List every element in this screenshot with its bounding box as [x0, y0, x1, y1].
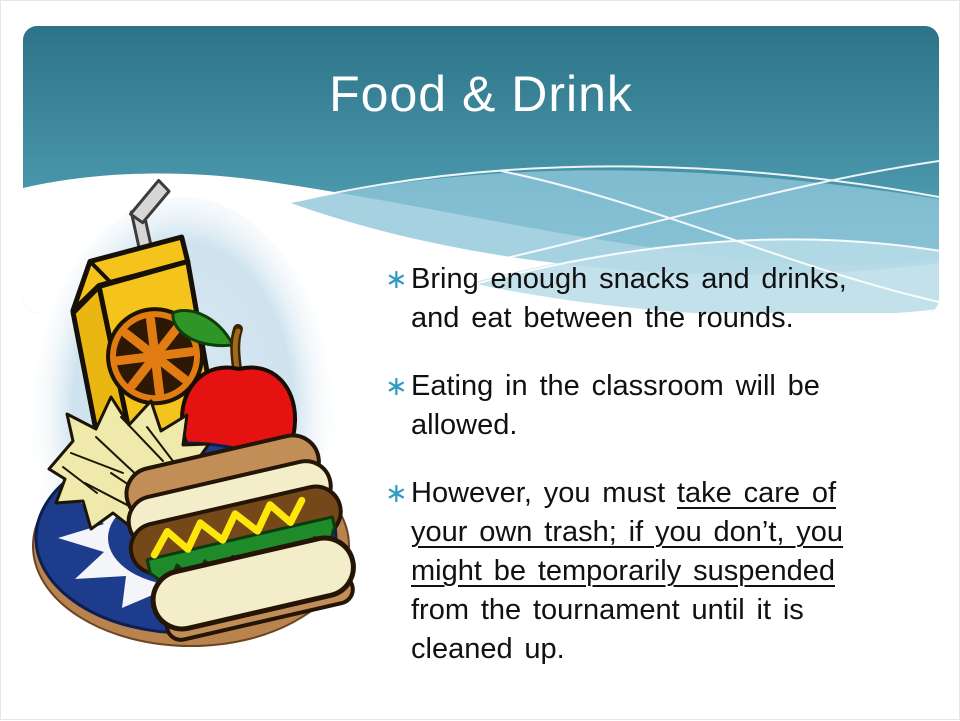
bullet-3-line-2-underlined: your own trash; if you don’t, you — [411, 516, 844, 548]
bullet-item-3 — [385, 474, 945, 669]
bullet-1-line-1: Bring enough snacks and drinks, — [411, 263, 847, 295]
bullet-item-2 — [385, 367, 945, 445]
bullet-text — [411, 367, 945, 445]
bullet-3-line-3-underlined: might be temporarily suspended — [411, 555, 835, 587]
bullet-marker: ∗ — [385, 371, 408, 402]
bullet-text — [411, 474, 945, 669]
slide-title: Food & Drink — [329, 66, 633, 122]
bullet-list — [385, 260, 945, 698]
bullet-3-line-1-underlined: take care of — [676, 477, 837, 509]
bullet-marker: ∗ — [385, 478, 408, 509]
bullet-3-line-1-normal: However, you must — [411, 477, 677, 509]
bullet-item-1 — [385, 260, 945, 338]
bullet-1-line-2: and eat between the rounds. — [411, 302, 794, 334]
bullet-3-line-4: from the tournament until it is — [411, 594, 804, 626]
bullet-marker: ∗ — [385, 264, 408, 295]
bullet-3-line-5: cleaned up. — [411, 633, 565, 665]
bullet-2-line-2: allowed. — [411, 409, 518, 441]
bullet-2-line-1: Eating in the classroom will be — [411, 370, 820, 402]
bullet-text — [411, 260, 945, 338]
